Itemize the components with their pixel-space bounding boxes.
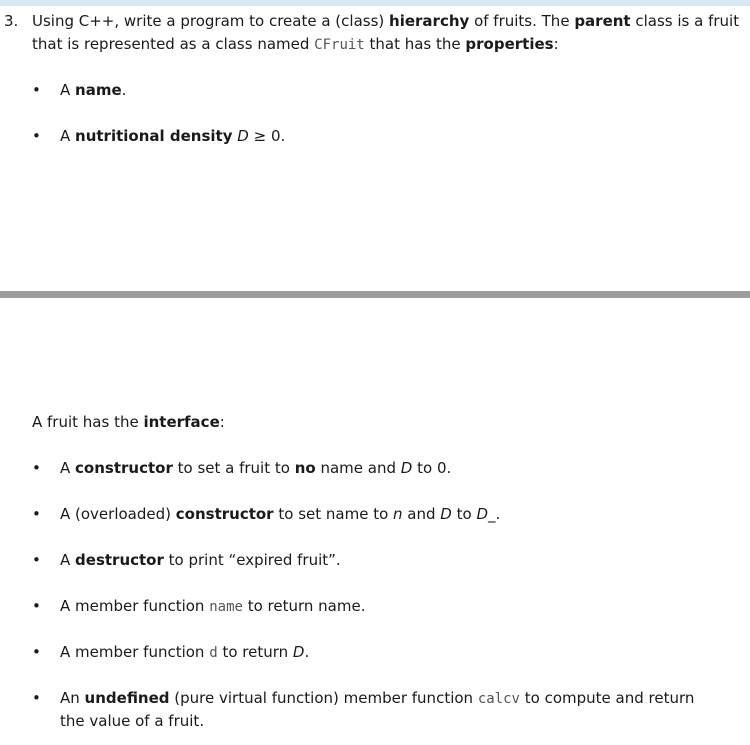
interface-item-calcv-continuation: the value of a fruit. — [60, 712, 205, 730]
function-name-code: name — [209, 599, 243, 615]
bullet: • — [32, 505, 41, 523]
bullet: • — [32, 459, 41, 477]
interface-item-calcv-function: An undefined (pure virtual function) member function calcv to compute and return — [60, 689, 695, 707]
interface-item-destructor: A destructor to print “expired fruit”. — [60, 551, 341, 569]
top-strip — [0, 0, 750, 6]
bullet: • — [32, 81, 41, 99]
interface-item-constructor: A constructor to set a fruit to no name and D to 0. — [60, 459, 452, 477]
question-number: 3. — [4, 12, 19, 30]
interface-item-d-function: A member function d to return D. — [60, 643, 310, 661]
class-name-code: CFruit — [314, 37, 365, 53]
bullet: • — [32, 127, 41, 145]
bullet: • — [32, 597, 41, 615]
function-d-code: d — [209, 645, 218, 661]
interface-item-name-function: A member function name to return name. — [60, 597, 366, 615]
property-item-density: A nutritional density D ≥ 0. — [60, 127, 286, 145]
property-item-name: A name. — [60, 81, 127, 99]
bullet: • — [32, 551, 41, 569]
interface-item-overloaded-constructor: A (overloaded) constructor to set name to n and D to D_. — [60, 505, 501, 523]
bullet: • — [32, 689, 41, 707]
page-separator — [0, 291, 750, 298]
interface-intro: A fruit has the interface: — [32, 413, 225, 431]
question-line-1: Using C++, write a program to create a (class) hierarchy of fruits. The parent class is a fruit — [32, 12, 740, 30]
question-line-2: that is represented as a class named CFruit that has the properties: — [32, 35, 559, 53]
function-calcv-code: calcv — [477, 691, 520, 707]
bullet: • — [32, 643, 41, 661]
